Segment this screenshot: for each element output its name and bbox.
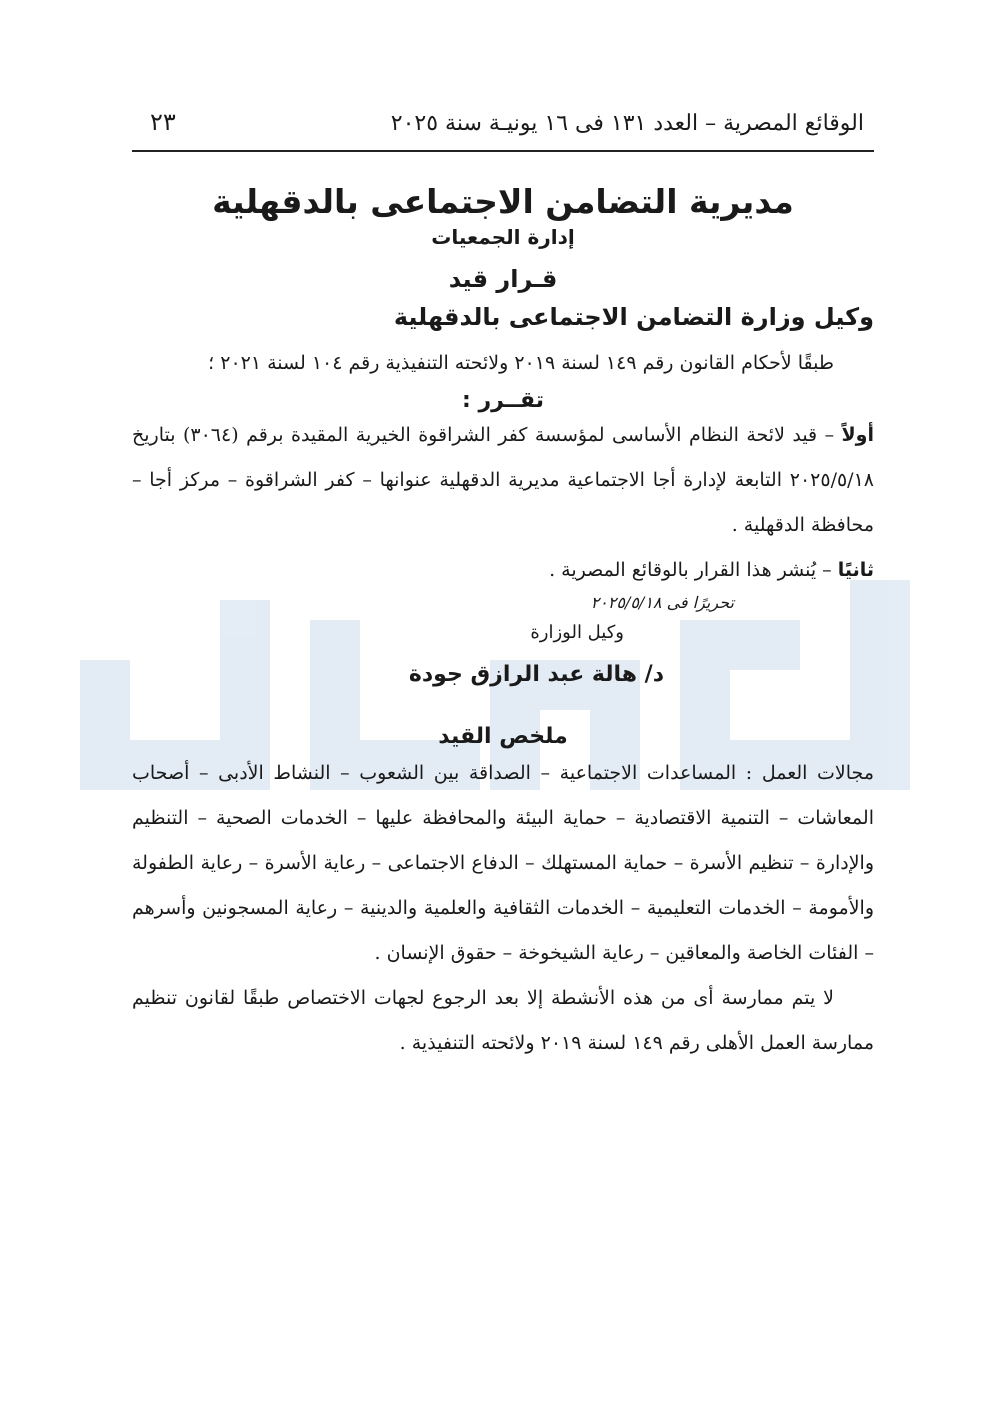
preamble-paragraph: طبقًا لأحكام القانون رقم ١٤٩ لسنة ٢٠١٩ ولائحته التنفيذية رقم ١٠٤ لسنة ٢٠٢١ ؛ bbox=[208, 352, 834, 374]
running-title: الوقائع المصرية – العدد ١٣١ فى ١٦ يونيـة سنة ٢٠٢٥ bbox=[390, 111, 864, 136]
closing-paragraph: لا يتم ممارسة أى من هذه الأنشطة إلا بعد الرجوع لجهات الاختصاص طبقًا لقانون تنظيم ممارسة العمل الأهلى رقم ١٤٩ لسنة ٢٠١٩ ولائحته التنفيذية . bbox=[132, 987, 874, 1054]
issuer-heading: وكيل وزارة التضامن الاجتماعى بالدقهلية bbox=[393, 303, 874, 331]
signature-block bbox=[132, 622, 874, 722]
document-subtitle: إدارة الجمعيات bbox=[431, 225, 575, 249]
signature-title: وكيل الوزارة bbox=[530, 622, 624, 643]
page-header bbox=[132, 108, 874, 152]
article-second-text: – يُنشر هذا القرار بالوقائع المصرية . bbox=[549, 559, 832, 581]
signature-name: د/ هالة عبد الرازق جودة bbox=[408, 662, 664, 687]
article-first bbox=[132, 413, 874, 548]
decides-heading: تقــرر : bbox=[462, 388, 544, 413]
article-first-text: – قيد لائحة النظام الأساسى لمؤسسة كفر الشراقوة الخيرية المقيدة برقم (٣٠٦٤) بتاريخ ٢٠٢٥/٥/١٨ التابعة لإدارة أجا الاجتماعية مديرية الدقهلية عنوانها – كفر الشراقوة – مركز أجا – محافظة الدقهلية . bbox=[132, 424, 874, 536]
decision-title: قـرار قيد bbox=[448, 265, 558, 293]
dated-line: تحريرًا فى ٢٠٢٥/٥/١٨ bbox=[590, 593, 734, 612]
gazette-page bbox=[132, 108, 874, 1066]
page-number: ٢٣ bbox=[150, 108, 176, 136]
article-first-label: أولاً bbox=[841, 424, 874, 446]
document-title: مديرية التضامن الاجتماعى بالدقهلية bbox=[212, 182, 794, 221]
article-second-label: ثانيًا bbox=[837, 559, 874, 581]
summary-heading: ملخص القيد bbox=[438, 724, 568, 749]
article-second bbox=[132, 548, 874, 593]
summary-paragraph: مجالات العمل : المساعدات الاجتماعية – الصداقة بين الشعوب – النشاط الأدبى – أصحاب المعاشات – التنمية الاقتصادية – حماية البيئة والمحافظة عليها – الخدمات الصحية – التنظيم والإدارة – تنظيم الأسرة – حماية المستهلك – الدفاع الاجتماعى – رعاية الأسرة – رعاية الطفولة والأمومة – الخدمات التعليمية – الخدمات الثقافية والعلمية والدينية – رعاية المسجونين وأسرهم – الفئات الخاصة والمعاقين – رعاية الشيخوخة – حقوق الإنسان . bbox=[132, 762, 874, 964]
